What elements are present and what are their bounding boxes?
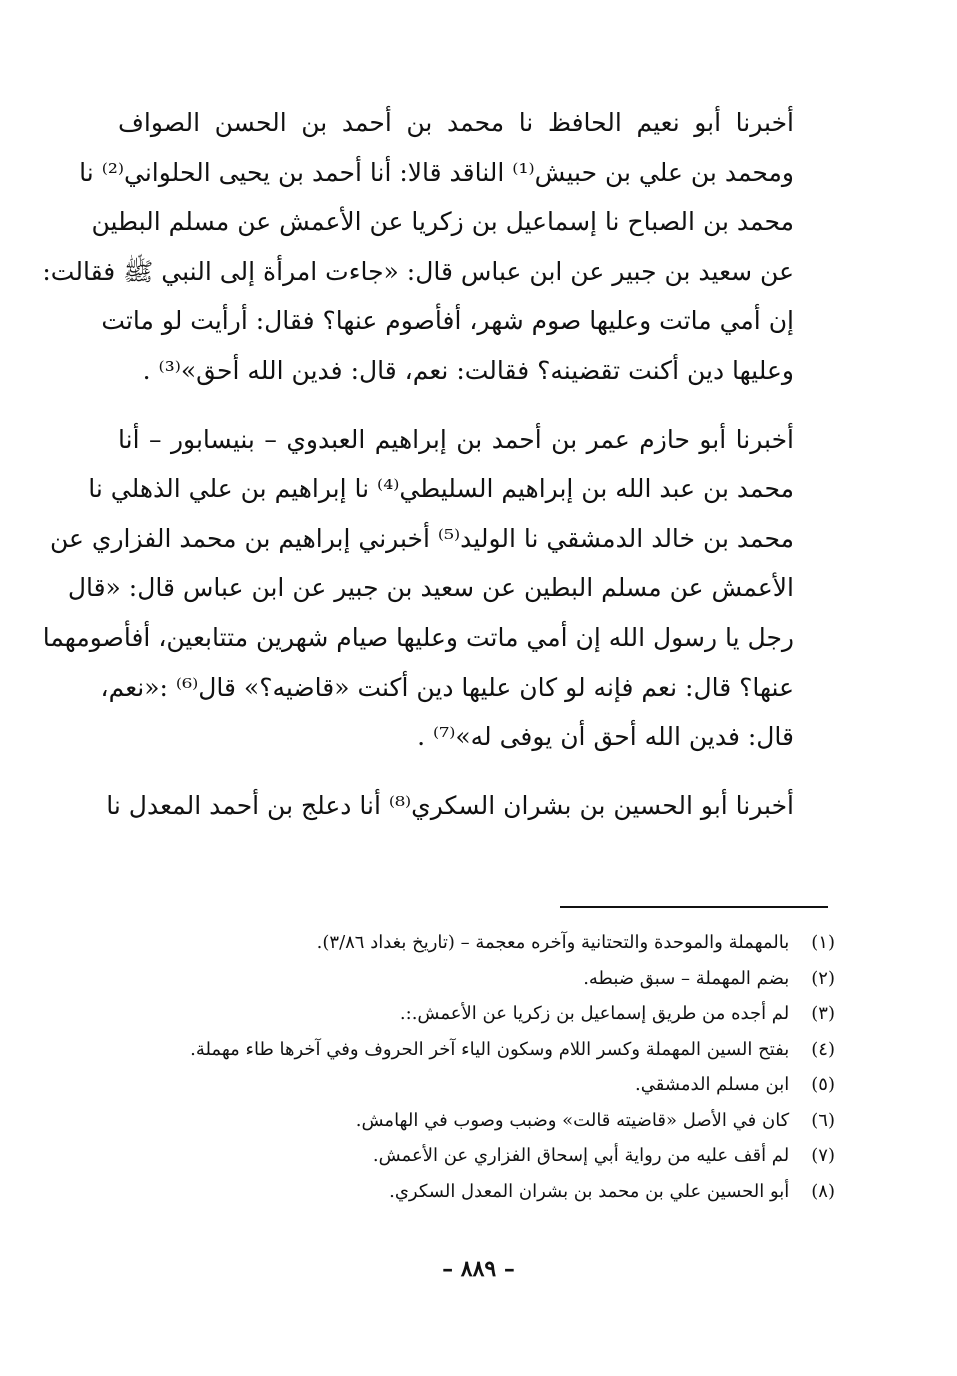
text-line: محمد بن خالد الدمشقي نا الوليد⁽⁵⁾ أخبرني إبراهيم بن محمد الفزاري عن — [49, 523, 794, 553]
footnote-item — [130, 1103, 835, 1139]
footnote-text: بفتح السين المهملة وكسر اللام وسكون الياء آخر الحروف وفي آخرها طاء مهملة. — [190, 1038, 790, 1060]
footnote-item — [130, 1138, 835, 1174]
footnote-item — [130, 1174, 835, 1210]
text-line: محمد بن الصباح نا إسماعيل بن زكريا عن الأعمش عن مسلم البطين — [91, 207, 794, 237]
footnote-text: بضم المهملة – سبق ضبطه. — [583, 967, 790, 989]
footnote-number: (٢) — [811, 967, 835, 989]
footnote-number: (٣) — [811, 1003, 835, 1024]
footnote-number: (٥) — [811, 1074, 835, 1095]
page-number: – ٨٨٩ – — [442, 1256, 515, 1282]
text-line: أخبرنا أبو الحسين بن بشران السكري⁽⁸⁾ أنا دعلج بن أحمد المعدل نا — [106, 790, 794, 820]
text-line: إن أمي ماتت وعليها صوم شهر، أفأصوم عنها؟ فقال: أرأيت لو ماتت — [101, 306, 794, 336]
footnote-number: (٧) — [811, 1145, 835, 1166]
footnotes-list — [130, 925, 835, 1209]
text-line: رجل يا رسول الله إن أمي ماتت وعليها صيام شهرين متتابعين، أفأصومهما — [42, 622, 794, 652]
footnote-text: بالمهملة والموحدة والتحتانية وآخره معجمة – (تاريخ بغداد ٣/٨٦). — [316, 932, 790, 953]
footnote-number: (١) — [811, 932, 835, 953]
paragraph-3 — [106, 781, 834, 831]
footnote-number: (٤) — [811, 1038, 835, 1060]
footnote-text: لم أجده من طريق إسماعيل بن زكريا عن الأعمش.:. — [399, 1003, 790, 1024]
footnote-item — [130, 1032, 835, 1068]
text-line: أخبرنا أبو نعيم الحافظ نا محمد بن أحمد بن الحسن الصواف — [118, 108, 794, 137]
footnote-item — [130, 996, 835, 1032]
text-line: أخبرنا أبو حازم عمر بن أحمد بن إبراهيم العبدوي – بنيسابور – أنا — [118, 424, 794, 454]
footnote-item — [130, 1067, 835, 1103]
text-line: الأعمش عن مسلم البطين عن سعيد بن جبير عن ابن عباس قال: «قال — [67, 573, 794, 603]
main-text — [42, 98, 834, 830]
footnote-text: لم أقف عليه من رواية أبي إسحاق الفزاري عن الأعمش. — [372, 1145, 790, 1166]
footnote-text: ابن مسلم الدمشقي. — [635, 1074, 790, 1095]
footnote-item — [130, 961, 835, 997]
footnote-text: أبو الحسين علي بن محمد بن بشران المعدل السكري. — [389, 1180, 790, 1202]
footnote-number: (٦) — [811, 1109, 835, 1131]
footnote-text: كان في الأصل «قاضيته قالت» وضبب وصوب في الهامش. — [355, 1109, 790, 1131]
text-line: عن سعيد بن جبير عن ابن عباس قال: «جاءت امرأة إلى النبي ﷺ فقالت: — [42, 256, 794, 286]
footnote-item — [130, 925, 835, 961]
footnote-separator — [560, 906, 828, 908]
paragraph-1 — [42, 98, 834, 396]
text-line: ومحمد بن علي بن حبيش⁽¹⁾ الناقد قالا: أنا أحمد بن يحيى الحلواني⁽²⁾ نا — [79, 157, 794, 187]
text-line: وعليها دين أكنت تقضينه؟ فقالت: نعم، قال: فدين الله أحق»⁽³⁾ . — [142, 355, 794, 385]
text-line: عنها؟ قال: نعم فإنه لو كان عليها دين أكنت «قاضيه؟» قال⁽⁶⁾ :«نعم، — [100, 672, 794, 702]
footnote-number: (٨) — [811, 1180, 835, 1202]
text-line: قال: فدين الله أحق أن يوفى له»⁽⁷⁾ . — [417, 722, 794, 752]
text-line: محمد بن عبد الله بن إبراهيم السليطي⁽⁴⁾ نا إبراهيم بن علي الذهلي نا — [88, 474, 794, 504]
paragraph-2 — [42, 415, 834, 762]
